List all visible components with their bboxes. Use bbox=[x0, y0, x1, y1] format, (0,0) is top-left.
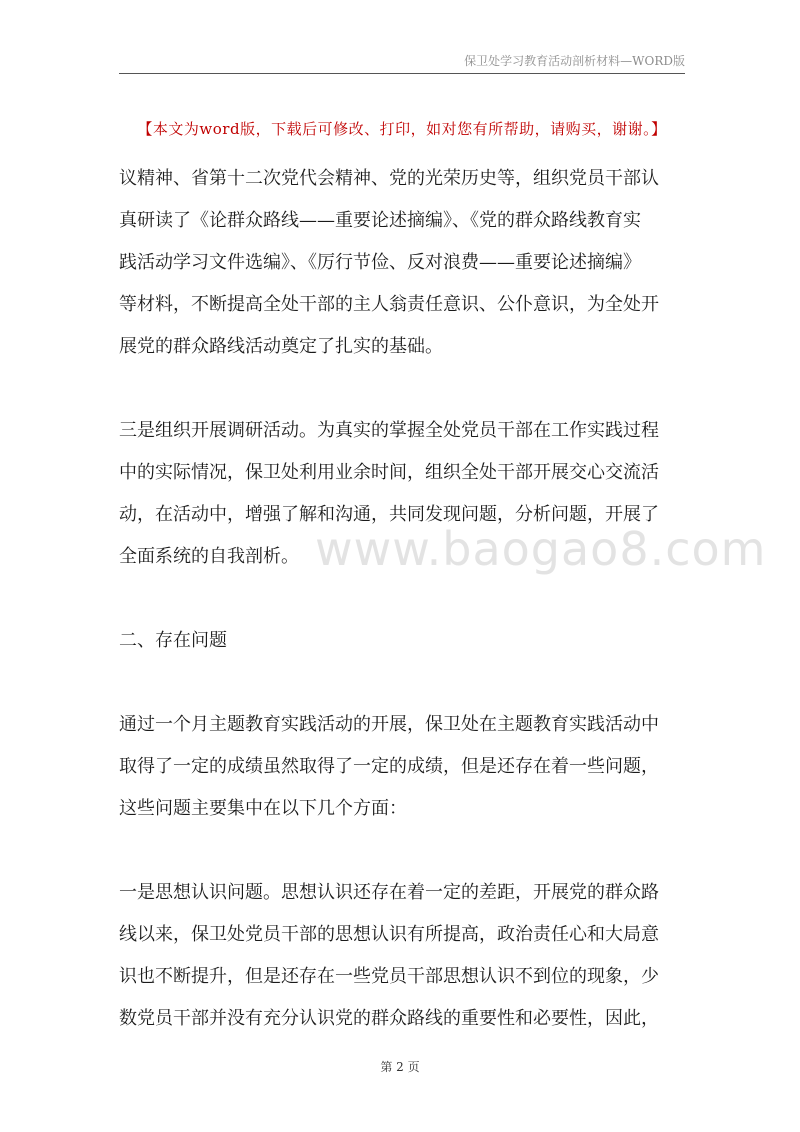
paragraph bbox=[119, 872, 685, 1040]
text-line: 动，在活动中，增强了解和沟通，共同发现问题，分析问题，开展了 bbox=[119, 504, 659, 525]
paragraph-gap bbox=[119, 662, 685, 704]
watermark: www.baogao8.com bbox=[315, 522, 767, 576]
download-notice: 【本文为word版，下载后可修改、打印，如对您有所帮助，请购买，谢谢。】 bbox=[137, 120, 667, 138]
text-line: 展党的群众路线活动奠定了扎实的基础。 bbox=[119, 336, 443, 357]
text-line: 识也不断提升，但是还存在一些党员干部思想认识不到位的现象，少 bbox=[119, 966, 659, 987]
paragraph-gap bbox=[119, 368, 685, 410]
paragraph-gap bbox=[119, 830, 685, 872]
text-line: 三是组织开展调研活动。为真实的掌握全处党员干部在工作实践过程 bbox=[119, 420, 659, 441]
section-heading bbox=[119, 620, 685, 662]
text-line: 议精神、省第十二次党代会精神、党的光荣历史等，组织党员干部认 bbox=[119, 168, 659, 189]
page-number: 第 2 页 bbox=[380, 1060, 420, 1074]
paragraph bbox=[119, 410, 685, 578]
page-header: 保卫处学习教育活动剖析材料—WORD版 bbox=[119, 52, 685, 74]
paragraph-gap bbox=[119, 578, 685, 620]
text-line: 一是思想认识问题。思想认识还存在着一定的差距，开展党的群众路 bbox=[119, 882, 659, 903]
text-line: 全面系统的自我剖析。 bbox=[119, 546, 299, 567]
heading-line: 二、存在问题 bbox=[119, 630, 227, 651]
paragraph bbox=[119, 158, 685, 368]
text-line: 这些问题主要集中在以下几个方面： bbox=[119, 798, 407, 819]
text-line: 线以来，保卫处党员干部的思想认识有所提高，政治责任心和大局意 bbox=[119, 924, 659, 945]
paragraph bbox=[119, 704, 685, 830]
text-line: 通过一个月主题教育实践活动的开展，保卫处在主题教育实践活动中 bbox=[119, 714, 659, 735]
text-line: 真研读了《论群众路线——重要论述摘编》、《党的群众路线教育实 bbox=[119, 210, 641, 231]
text-line: 数党员干部并没有充分认识党的群众路线的重要性和必要性，因此， bbox=[119, 1008, 659, 1029]
body-text bbox=[119, 158, 685, 1040]
text-line: 中的实际情况，保卫处利用业余时间，组织全处干部开展交心交流活 bbox=[119, 462, 659, 483]
text-line: 等材料，不断提高全处干部的主人翁责任意识、公仆意识，为全处开 bbox=[119, 294, 659, 315]
text-line: 践活动学习文件选编》、《厉行节俭、反对浪费——重要论述摘编》 bbox=[119, 252, 641, 273]
text-line: 取得了一定的成绩虽然取得了一定的成绩，但是还存在着一些问题， bbox=[119, 756, 659, 777]
